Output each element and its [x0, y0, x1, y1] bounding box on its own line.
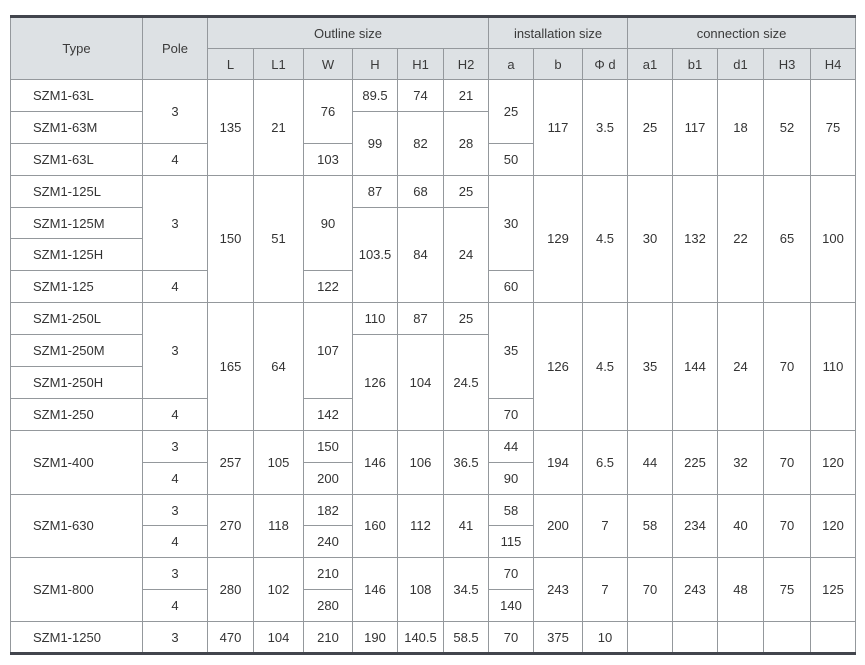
value-cell: 103.5	[353, 207, 398, 303]
value-cell: 58	[489, 494, 534, 526]
table-row	[11, 494, 856, 526]
value-cell: 243	[534, 558, 583, 622]
col-header-a1: a1	[628, 49, 673, 80]
col-header-d: Φ d	[583, 49, 628, 80]
value-cell: 4	[143, 526, 208, 558]
col-header-h3: H3	[764, 49, 811, 80]
value-cell: 125	[811, 558, 856, 622]
value-cell: 190	[353, 622, 398, 654]
value-cell: 58	[628, 494, 673, 558]
value-cell: 51	[254, 175, 304, 303]
type-cell: SZM1-400	[11, 430, 143, 494]
value-cell: 75	[764, 558, 811, 622]
value-cell: 18	[718, 80, 764, 176]
col-header-l1: L1	[254, 49, 304, 80]
value-cell: 132	[673, 175, 718, 303]
group-header-connection-size: connection size	[628, 17, 856, 49]
value-cell: 70	[764, 494, 811, 558]
type-cell: SZM1-250M	[11, 335, 143, 367]
value-cell: 135	[208, 80, 254, 176]
table-body	[11, 80, 856, 654]
value-cell: 3	[143, 80, 208, 144]
value-cell: 104	[254, 622, 304, 654]
value-cell: 6.5	[583, 430, 628, 494]
value-cell: 144	[673, 303, 718, 431]
value-cell: 110	[811, 303, 856, 431]
type-cell: SZM1-250	[11, 398, 143, 430]
value-cell: 60	[489, 271, 534, 303]
type-cell: SZM1-63M	[11, 111, 143, 143]
value-cell: 140	[489, 590, 534, 622]
value-cell: 7	[583, 558, 628, 622]
value-cell: 117	[534, 80, 583, 176]
value-cell: 150	[304, 430, 353, 462]
dimensions-table-container	[10, 15, 856, 655]
value-cell: 25	[628, 80, 673, 176]
type-cell: SZM1-800	[11, 558, 143, 622]
value-cell: 104	[398, 335, 444, 431]
type-cell: SZM1-250L	[11, 303, 143, 335]
value-cell: 108	[398, 558, 444, 622]
value-cell: 21	[444, 80, 489, 112]
value-cell: 41	[444, 494, 489, 558]
value-cell: 210	[304, 622, 353, 654]
type-cell: SZM1-63L	[11, 143, 143, 175]
value-cell: 35	[489, 303, 534, 399]
dimensions-table	[10, 15, 856, 655]
value-cell: 64	[254, 303, 304, 431]
value-cell: 99	[353, 111, 398, 175]
value-cell: 146	[353, 430, 398, 494]
value-cell: 200	[304, 462, 353, 494]
type-cell: SZM1-125	[11, 271, 143, 303]
value-cell: 257	[208, 430, 254, 494]
value-cell: 3	[143, 558, 208, 590]
value-cell: 4	[143, 462, 208, 494]
value-cell: 182	[304, 494, 353, 526]
value-cell: 234	[673, 494, 718, 558]
value-cell: 30	[628, 175, 673, 303]
value-cell: 90	[489, 462, 534, 494]
type-cell: SZM1-125L	[11, 175, 143, 207]
value-cell: 107	[304, 303, 353, 399]
value-cell: 210	[304, 558, 353, 590]
value-cell: 4	[143, 398, 208, 430]
value-cell: 160	[353, 494, 398, 558]
value-cell: 70	[628, 558, 673, 622]
value-cell: 34.5	[444, 558, 489, 622]
value-cell: 150	[208, 175, 254, 303]
value-cell: 90	[304, 175, 353, 271]
table-row	[11, 175, 856, 207]
value-cell: 32	[718, 430, 764, 494]
value-cell: 165	[208, 303, 254, 431]
col-header-l: L	[208, 49, 254, 80]
value-cell: 200	[534, 494, 583, 558]
value-cell: 25	[444, 303, 489, 335]
value-cell: 375	[534, 622, 583, 654]
value-cell: 115	[489, 526, 534, 558]
value-cell: 129	[534, 175, 583, 303]
value-cell: 22	[718, 175, 764, 303]
type-cell: SZM1-250H	[11, 367, 143, 399]
value-cell: 24.5	[444, 335, 489, 431]
type-cell: SZM1-630	[11, 494, 143, 558]
value-cell: 58.5	[444, 622, 489, 654]
value-cell: 100	[811, 175, 856, 303]
value-cell: 140.5	[398, 622, 444, 654]
col-header-h4: H4	[811, 49, 856, 80]
value-cell: 28	[444, 111, 489, 175]
value-cell: 3	[143, 303, 208, 399]
value-cell: 126	[353, 335, 398, 431]
value-cell: 103	[304, 143, 353, 175]
value-cell: 40	[718, 494, 764, 558]
value-cell: 142	[304, 398, 353, 430]
value-cell: 75	[811, 80, 856, 176]
value-cell: 117	[673, 80, 718, 176]
col-header-a: a	[489, 49, 534, 80]
value-cell: 120	[811, 430, 856, 494]
value-cell: 3	[143, 430, 208, 462]
value-cell: 4	[143, 271, 208, 303]
table-row	[11, 303, 856, 335]
value-cell: 70	[489, 398, 534, 430]
value-cell: 126	[534, 303, 583, 431]
value-cell: 35	[628, 303, 673, 431]
value-cell: 87	[353, 175, 398, 207]
col-header-w: W	[304, 49, 353, 80]
value-cell: 24	[718, 303, 764, 431]
value-cell: 36.5	[444, 430, 489, 494]
value-cell: 30	[489, 175, 534, 271]
type-cell: SZM1-125H	[11, 239, 143, 271]
col-header-type: Type	[11, 17, 143, 80]
value-cell: 110	[353, 303, 398, 335]
value-cell: 10	[583, 622, 628, 654]
table-row	[11, 622, 856, 654]
value-cell: 24	[444, 207, 489, 303]
table-row	[11, 430, 856, 462]
value-cell: 70	[764, 303, 811, 431]
type-cell: SZM1-1250	[11, 622, 143, 654]
value-cell: 4.5	[583, 175, 628, 303]
col-header-h1: H1	[398, 49, 444, 80]
table-row	[11, 80, 856, 112]
value-cell: 194	[534, 430, 583, 494]
value-cell: 280	[208, 558, 254, 622]
value-cell: 65	[764, 175, 811, 303]
value-cell: 70	[489, 558, 534, 590]
col-header-h: H	[353, 49, 398, 80]
value-cell: 225	[673, 430, 718, 494]
value-cell: 44	[489, 430, 534, 462]
value-cell: 118	[254, 494, 304, 558]
value-cell: 3	[143, 622, 208, 654]
value-cell: 240	[304, 526, 353, 558]
value-cell	[811, 622, 856, 654]
value-cell: 105	[254, 430, 304, 494]
value-cell: 82	[398, 111, 444, 175]
value-cell: 3.5	[583, 80, 628, 176]
value-cell: 89.5	[353, 80, 398, 112]
type-cell: SZM1-125M	[11, 207, 143, 239]
value-cell	[718, 622, 764, 654]
value-cell: 280	[304, 590, 353, 622]
clipped-text-fragment	[178, 0, 298, 6]
header-row-groups	[11, 17, 856, 49]
value-cell: 68	[398, 175, 444, 207]
value-cell: 4	[143, 590, 208, 622]
value-cell: 25	[489, 80, 534, 144]
value-cell: 87	[398, 303, 444, 335]
value-cell: 44	[628, 430, 673, 494]
value-cell: 106	[398, 430, 444, 494]
group-header-outline-size: Outline size	[208, 17, 489, 49]
value-cell: 74	[398, 80, 444, 112]
value-cell: 84	[398, 207, 444, 303]
col-header-d1: d1	[718, 49, 764, 80]
group-header-installation-size: installation size	[489, 17, 628, 49]
value-cell: 470	[208, 622, 254, 654]
value-cell: 70	[489, 622, 534, 654]
value-cell: 7	[583, 494, 628, 558]
value-cell: 70	[764, 430, 811, 494]
value-cell: 21	[254, 80, 304, 176]
value-cell	[764, 622, 811, 654]
col-header-b: b	[534, 49, 583, 80]
value-cell: 112	[398, 494, 444, 558]
value-cell: 270	[208, 494, 254, 558]
value-cell: 102	[254, 558, 304, 622]
table-header	[11, 17, 856, 80]
value-cell: 120	[811, 494, 856, 558]
value-cell: 4	[143, 143, 208, 175]
value-cell: 52	[764, 80, 811, 176]
value-cell: 122	[304, 271, 353, 303]
value-cell: 25	[444, 175, 489, 207]
col-header-b1: b1	[673, 49, 718, 80]
value-cell: 50	[489, 143, 534, 175]
value-cell: 4.5	[583, 303, 628, 431]
value-cell: 146	[353, 558, 398, 622]
value-cell: 48	[718, 558, 764, 622]
value-cell: 76	[304, 80, 353, 144]
col-header-pole: Pole	[143, 17, 208, 80]
value-cell: 243	[673, 558, 718, 622]
type-cell: SZM1-63L	[11, 80, 143, 112]
value-cell: 3	[143, 175, 208, 271]
value-cell	[628, 622, 673, 654]
col-header-h2: H2	[444, 49, 489, 80]
value-cell: 3	[143, 494, 208, 526]
table-row	[11, 558, 856, 590]
value-cell	[673, 622, 718, 654]
